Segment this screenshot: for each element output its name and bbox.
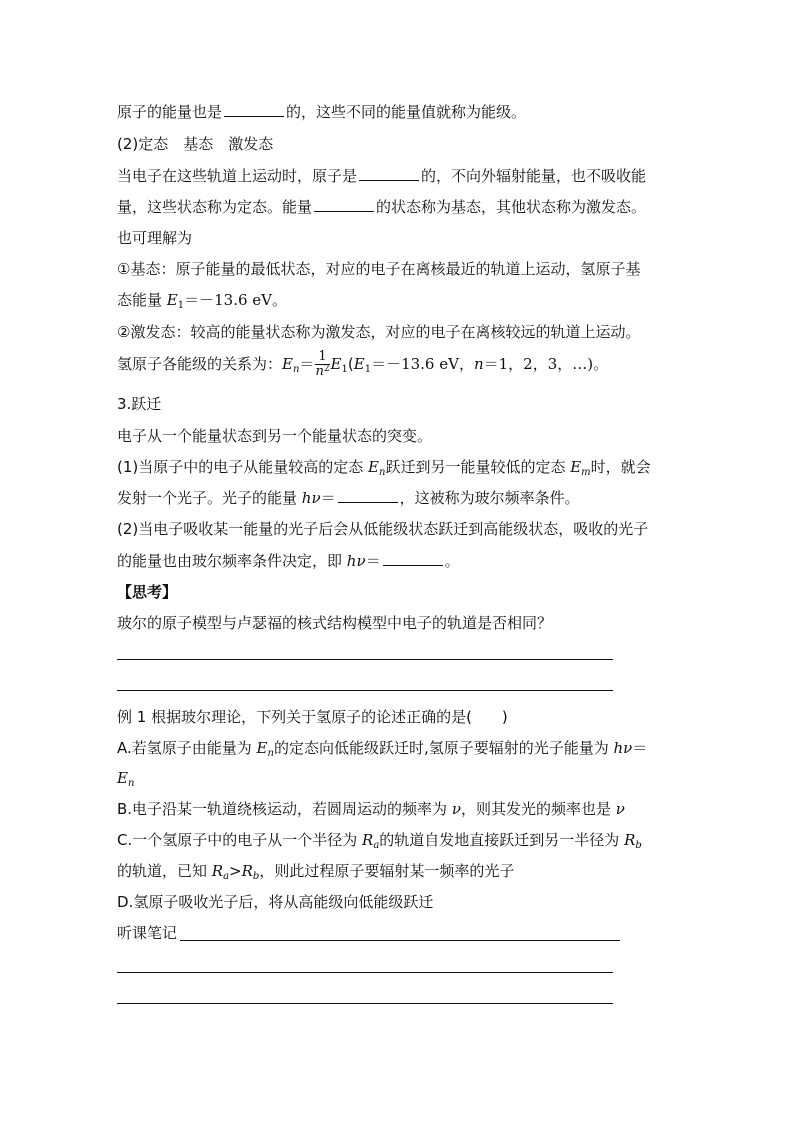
option-a <box>117 738 647 758</box>
math-symbol: hν <box>613 739 633 757</box>
text: 时，就会 <box>590 458 651 476</box>
denominator-var: n <box>315 364 324 379</box>
math-symbol: E <box>330 355 342 373</box>
subscript: 1 <box>364 364 372 375</box>
text-line <box>117 290 287 310</box>
question-text <box>117 613 552 633</box>
text: ，这被称为玻尔频率条件。 <box>399 489 580 507</box>
text-line <box>117 426 432 446</box>
notes-label <box>117 923 177 943</box>
text: 的轨道，已知 <box>117 862 212 880</box>
math-symbol: ν <box>615 800 625 818</box>
text: ＝ <box>299 355 315 373</box>
math-symbol: hν <box>301 489 321 507</box>
fill-blank[interactable] <box>383 551 443 566</box>
option-d <box>117 892 433 912</box>
subscript: a <box>223 871 230 882</box>
subscript: 1 <box>341 364 348 375</box>
fraction-numerator: 1 <box>315 350 329 365</box>
math-symbol: E <box>256 739 268 757</box>
math-symbol: E <box>117 769 128 787</box>
text: (2)当电子吸收某一能量的光子后会从低能级状态跃迁到高能级状态，吸收的光子 <box>117 520 649 538</box>
text-line <box>117 457 651 477</box>
think-heading <box>117 582 177 602</box>
text: 例 1 根据玻尔理论，下列关于氢原子的论述正确的是( ) <box>117 708 508 726</box>
text: 听课笔记 <box>117 924 178 942</box>
text: ＝ <box>365 552 381 570</box>
text: B.电子沿某一轨道绕核运动，若圆周运动的频率为 <box>117 800 452 818</box>
text: D.氢原子吸收光子后，将从高能级向低能级跃迁 <box>117 893 434 911</box>
text: 【思考】 <box>117 583 178 601</box>
section-heading <box>117 394 161 414</box>
subscript: n <box>267 748 274 759</box>
text: ＝－13.6 eV。 <box>184 291 287 309</box>
math-symbol: E <box>282 355 293 373</box>
section-heading <box>117 134 273 154</box>
subscript: n <box>378 467 386 478</box>
option-a-cont <box>117 768 134 788</box>
text: 当电子在这些轨道上运动时，原子是 <box>117 167 358 185</box>
subscript: n <box>127 778 135 789</box>
text-line <box>117 551 460 571</box>
text: ，则此过程原子要辐射某一频率的光子 <box>259 862 515 880</box>
text: 。 <box>444 552 460 570</box>
superscript: 2 <box>323 364 330 374</box>
example-title <box>117 707 508 727</box>
text: (2)定态 基态 激发态 <box>117 135 274 153</box>
text: A.若氢原子由能量为 <box>117 739 257 757</box>
math-symbol: E <box>166 291 178 309</box>
text: 氢原子各能级的关系为： <box>117 355 283 373</box>
text-line <box>117 102 526 122</box>
text: > <box>229 862 242 880</box>
text-line <box>117 519 648 539</box>
text: 的定态向低能级跃迁时,氢原子要辐射的光子能量为 <box>273 739 614 757</box>
subscript: b <box>635 840 642 851</box>
subscript: n <box>292 364 300 375</box>
math-symbol: R <box>624 831 636 849</box>
subscript: m <box>581 467 591 478</box>
math-symbol: ν <box>451 800 461 818</box>
text-line <box>117 197 646 217</box>
subscript: 1 <box>177 300 185 311</box>
text: 玻尔的原子模型与卢瑟福的核式结构模型中电子的轨道是否相同？ <box>117 614 553 632</box>
math-symbol: E <box>570 458 582 476</box>
text: 的状态称为基态，其他状态称为激发态。 <box>376 198 647 216</box>
text: ①基态：原子能量的最低状态，对应的电子在离核最近的轨道上运动，氢原子基 <box>117 260 641 278</box>
text: 量，这些状态称为定态。能量 <box>117 198 313 216</box>
answer-line[interactable] <box>117 690 613 691</box>
notes-line[interactable] <box>117 1003 613 1004</box>
math-symbol: R <box>211 862 224 880</box>
text: (1)当原子中的电子从能量较高的定态 <box>117 458 369 476</box>
text: ＝1，2，3，…)。 <box>483 355 609 373</box>
math-symbol: E <box>368 458 379 476</box>
fill-blank[interactable] <box>314 197 374 212</box>
math-symbol: E <box>353 355 365 373</box>
option-c-cont <box>117 861 514 881</box>
fill-blank[interactable] <box>224 102 284 117</box>
text: 的轨道自发地直接跃迁到另一半径为 <box>379 831 625 849</box>
fraction-denominator <box>315 365 329 379</box>
option-c <box>117 830 642 850</box>
text: 的，不向外辐射能量，也不吸收能 <box>421 167 647 185</box>
fill-blank[interactable] <box>338 488 398 503</box>
math-symbol: n <box>473 355 484 373</box>
text: ＝ <box>320 489 336 507</box>
text: 态能量 <box>117 291 167 309</box>
text: ，则其发光的频率也是 <box>460 800 616 818</box>
option-b <box>117 799 625 819</box>
formula-line <box>117 348 608 380</box>
text-line <box>117 228 192 248</box>
text: 发射一个光子。光子的能量 <box>117 489 302 507</box>
math-symbol: R <box>241 862 253 880</box>
subscript: a <box>373 840 380 851</box>
text: 原子的能量也是 <box>117 103 223 121</box>
text: ( <box>347 355 354 373</box>
text-line <box>117 488 580 508</box>
notes-line[interactable] <box>117 972 613 973</box>
text: 跃迁到另一能量较低的定态 <box>385 458 571 476</box>
math-symbol: hν <box>346 552 366 570</box>
subscript: b <box>252 871 260 882</box>
notes-line[interactable] <box>180 940 620 941</box>
text-line <box>117 259 640 279</box>
text: 的，这些不同的能量值就称为能级。 <box>286 103 527 121</box>
text: 3.跃迁 <box>117 395 162 413</box>
fraction <box>315 350 329 379</box>
text: 电子从一个能量状态到另一个能量状态的突变。 <box>117 427 433 445</box>
text: ＝－13.6 eV， <box>371 355 474 373</box>
text: ＝ <box>632 739 648 757</box>
text: C.一个氢原子中的电子从一个半径为 <box>117 831 363 849</box>
text-line <box>117 166 646 186</box>
text: ②激发态：较高的能量状态称为激发态，对应的电子在离核较远的轨道上运动。 <box>117 323 641 341</box>
text: 的能量也由玻尔频率条件决定，即 <box>117 552 347 570</box>
answer-line[interactable] <box>117 659 613 660</box>
text-line <box>117 322 640 342</box>
math-symbol: R <box>362 831 374 849</box>
fill-blank[interactable] <box>359 166 419 181</box>
text: 也可理解为 <box>117 229 193 247</box>
